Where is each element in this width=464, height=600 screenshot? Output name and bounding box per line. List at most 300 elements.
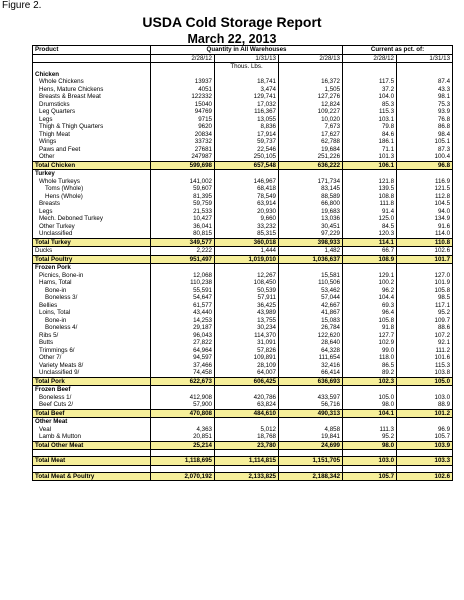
cell-value: 96.2: [343, 287, 397, 295]
cell-value: 102.3: [343, 377, 397, 386]
cell-value: 96.8: [397, 161, 453, 170]
cell-value: 1,151,705: [279, 457, 343, 466]
cell-value: 91.8: [343, 324, 397, 332]
cell-value: 29,187: [151, 324, 215, 332]
cell-value: 127,276: [279, 93, 343, 101]
total-row: [33, 441, 453, 450]
cell-value: 50,539: [215, 287, 279, 295]
cell-value: [343, 264, 397, 272]
cell-value: 118.0: [343, 354, 397, 362]
cell-value: 101.6: [397, 354, 453, 362]
table-row: [33, 279, 453, 287]
cell-value: 26,784: [279, 324, 343, 332]
cell-value: [151, 386, 215, 394]
cell-value: 111.2: [397, 347, 453, 355]
cell-value: [397, 386, 453, 394]
table-row: [33, 200, 453, 208]
cell-value: 1,118,695: [151, 457, 215, 466]
cell-value: 111.3: [343, 426, 397, 434]
table-row: [33, 247, 453, 256]
total-row: [33, 409, 453, 418]
cell-value: 951,497: [151, 255, 215, 264]
row-label: Veal: [33, 426, 151, 434]
cell-value: 636,693: [279, 377, 343, 386]
cell-value: 37,466: [151, 362, 215, 370]
cell-value: [343, 450, 397, 457]
report-title: USDA Cold Storage Report: [142, 14, 322, 30]
cell-value: 7,673: [279, 123, 343, 131]
row-label: Chicken: [33, 71, 151, 79]
cell-value: 99.0: [343, 347, 397, 355]
cell-value: 94769: [151, 108, 215, 116]
cell-value: 4,858: [279, 426, 343, 434]
cell-value: 89.2: [343, 369, 397, 377]
cell-value: 1,114,815: [215, 457, 279, 466]
cell-value: 88.6: [397, 324, 453, 332]
cell-value: 115.3: [397, 362, 453, 370]
cell-value: 43,440: [151, 309, 215, 317]
table-row: [33, 339, 453, 347]
col-header: 2/28/12: [151, 54, 215, 63]
cell-value: 1,019,010: [215, 255, 279, 264]
cell-value: 30,451: [279, 223, 343, 231]
table-row: [33, 426, 453, 434]
cell-value: 110,506: [279, 279, 343, 287]
cell-value: 1,444: [215, 247, 279, 256]
cell-value: 31,091: [215, 339, 279, 347]
cell-value: 109.7: [397, 317, 453, 325]
cell-value: 2,222: [151, 247, 215, 256]
cell-value: 85,315: [215, 230, 279, 238]
cell-value: 114.0: [397, 230, 453, 238]
table-row: [33, 287, 453, 295]
cell-value: 84.5: [343, 223, 397, 231]
row-label: Frozen Beef: [33, 386, 151, 394]
table-row: [33, 101, 453, 109]
cell-value: 75.3: [397, 101, 453, 109]
table-row: [33, 433, 453, 441]
cell-value: 484,610: [215, 409, 279, 418]
table-row: [33, 294, 453, 302]
cell-value: 71.1: [343, 146, 397, 154]
total-row: [33, 255, 453, 264]
cell-value: 61,577: [151, 302, 215, 310]
section-header-row: [33, 386, 453, 394]
row-label: Bellies: [33, 302, 151, 310]
cell-value: 16,372: [279, 78, 343, 86]
cell-value: 25,214: [151, 441, 215, 450]
row-label: Butts: [33, 339, 151, 347]
col-header: 2/28/12: [343, 54, 397, 63]
cell-value: 15,581: [279, 272, 343, 280]
row-label: Legs: [33, 208, 151, 216]
cell-value: 129,741: [215, 93, 279, 101]
cell-value: 349,577: [151, 238, 215, 247]
cell-value: 9,660: [215, 215, 279, 223]
cell-value: 116,367: [215, 108, 279, 116]
report-date: March 22, 2013: [187, 32, 277, 46]
cell-value: 64,328: [279, 347, 343, 355]
cell-value: 91.6: [397, 223, 453, 231]
cell-value: 105.8: [343, 317, 397, 325]
row-label: Total Chicken: [33, 161, 151, 170]
cell-value: [215, 264, 279, 272]
table-row: [33, 401, 453, 409]
cell-value: 15040: [151, 101, 215, 109]
cell-value: 15,083: [279, 317, 343, 325]
cell-value: 57,826: [215, 347, 279, 355]
table-row: [33, 116, 453, 124]
quantity-group-header: Quantity in All Warehouses: [151, 46, 343, 55]
cell-value: 79.8: [343, 123, 397, 131]
row-label: Total Turkey: [33, 238, 151, 247]
cell-value: 100.4: [397, 153, 453, 161]
cell-value: 102.6: [397, 247, 453, 256]
cell-value: 98.0: [343, 441, 397, 450]
cell-value: 66,414: [279, 369, 343, 377]
cell-value: 114.1: [343, 238, 397, 247]
table-row: [33, 394, 453, 402]
product-header: Product: [33, 46, 151, 55]
cell-value: 21,533: [151, 208, 215, 216]
cell-value: 28,109: [215, 362, 279, 370]
cell-value: 250,105: [215, 153, 279, 161]
cell-value: 19,841: [279, 433, 343, 441]
cell-value: 106.1: [343, 161, 397, 170]
cell-value: 10,020: [279, 116, 343, 124]
cell-value: 116.9: [397, 178, 453, 186]
cell-value: 23,780: [215, 441, 279, 450]
row-label: Other 7/: [33, 354, 151, 362]
cell-value: [343, 71, 397, 79]
cell-value: 88.9: [397, 401, 453, 409]
cell-value: 108.9: [343, 255, 397, 264]
cell-value: [215, 465, 279, 472]
cell-value: 146,967: [215, 178, 279, 186]
cell-value: 104.0: [343, 93, 397, 101]
cell-value: 12,824: [279, 101, 343, 109]
cell-value: 55,591: [151, 287, 215, 295]
cell-value: 9620: [151, 123, 215, 131]
cell-value: 1,482: [279, 247, 343, 256]
row-label: Total Other Meat: [33, 441, 151, 450]
cell-value: 14,253: [151, 317, 215, 325]
current-group-header: Current as pct. of:: [343, 46, 453, 55]
cell-value: 9715: [151, 116, 215, 124]
cell-value: 94.0: [397, 208, 453, 216]
cell-value: 1,505: [279, 86, 343, 94]
table-row: [33, 324, 453, 332]
cell-value: 96.9: [397, 426, 453, 434]
cell-value: 433,597: [279, 394, 343, 402]
table-row: [33, 78, 453, 86]
cell-value: 129.1: [343, 272, 397, 280]
table-row: [33, 138, 453, 146]
row-label: Loins, Total: [33, 309, 151, 317]
cell-value: [279, 465, 343, 472]
row-label: Wings: [33, 138, 151, 146]
units-label: Thous. Lbs.: [215, 63, 279, 71]
cell-value: [343, 386, 397, 394]
cell-value: 96,043: [151, 332, 215, 340]
cell-value: [215, 450, 279, 457]
cell-value: 105.8: [397, 287, 453, 295]
cell-value: 36,041: [151, 223, 215, 231]
table-row: [33, 230, 453, 238]
total-row: [33, 161, 453, 170]
table-row: [33, 185, 453, 193]
cell-value: 105.1: [397, 138, 453, 146]
cell-value: 33,232: [215, 223, 279, 231]
row-label: Hens (Whole): [33, 193, 151, 201]
cell-value: 398,933: [279, 238, 343, 247]
row-label: Other Meat: [33, 418, 151, 426]
section-header-row: [33, 71, 453, 79]
cell-value: 121.5: [397, 185, 453, 193]
cell-value: 98.5: [397, 294, 453, 302]
cell-value: 1,036,637: [279, 255, 343, 264]
row-label: Hams, Total: [33, 279, 151, 287]
row-label: [33, 450, 151, 457]
cell-value: 103.0: [343, 457, 397, 466]
cell-value: 251,226: [279, 153, 343, 161]
cell-value: 599,698: [151, 161, 215, 170]
cell-value: 109,227: [279, 108, 343, 116]
spacer-row: [33, 450, 453, 457]
cell-value: 122332: [151, 93, 215, 101]
cell-value: 22,546: [215, 146, 279, 154]
cell-value: 20834: [151, 131, 215, 139]
cell-value: [343, 465, 397, 472]
row-label: Unclassified: [33, 230, 151, 238]
cell-value: 10,427: [151, 215, 215, 223]
cell-value: 121.8: [343, 178, 397, 186]
cell-value: 13,755: [215, 317, 279, 325]
table-row: [33, 108, 453, 116]
cell-value: 103.0: [397, 394, 453, 402]
cell-value: 80,815: [151, 230, 215, 238]
cell-value: [279, 170, 343, 178]
cell-value: 120.3: [343, 230, 397, 238]
section-header-row: [33, 418, 453, 426]
table-row: [33, 354, 453, 362]
cell-value: 110.8: [397, 238, 453, 247]
table-row: [33, 86, 453, 94]
cell-value: 122,620: [279, 332, 343, 340]
cell-value: [279, 418, 343, 426]
cell-value: 28,640: [279, 339, 343, 347]
cell-value: 27,822: [151, 339, 215, 347]
table-row: [33, 215, 453, 223]
cell-value: 20,851: [151, 433, 215, 441]
row-label: Picnics, Bone-in: [33, 272, 151, 280]
cell-value: 91.4: [343, 208, 397, 216]
cell-value: 247987: [151, 153, 215, 161]
cell-value: [151, 450, 215, 457]
row-label: Legs: [33, 116, 151, 124]
cell-value: 5,012: [215, 426, 279, 434]
cell-value: [151, 418, 215, 426]
table-row: [33, 362, 453, 370]
cell-value: [397, 450, 453, 457]
table-row: [33, 272, 453, 280]
cell-value: 54,647: [151, 294, 215, 302]
cell-value: 30,234: [215, 324, 279, 332]
cell-value: 56,716: [279, 401, 343, 409]
row-label: Lamb & Mutton: [33, 433, 151, 441]
cell-value: 53,462: [279, 287, 343, 295]
table-row: [33, 123, 453, 131]
cell-value: [279, 450, 343, 457]
cell-value: 59,607: [151, 185, 215, 193]
cell-value: 63,824: [215, 401, 279, 409]
cell-value: 104.4: [343, 294, 397, 302]
cell-value: 57,900: [151, 401, 215, 409]
cell-value: 66.7: [343, 247, 397, 256]
table-row: [33, 369, 453, 377]
row-label: Boneless 3/: [33, 294, 151, 302]
cell-value: 18,741: [215, 78, 279, 86]
table-row: [33, 317, 453, 325]
cell-value: 84.6: [343, 131, 397, 139]
row-label: Paws and Feet: [33, 146, 151, 154]
cell-value: [215, 418, 279, 426]
cell-value: 108,450: [215, 279, 279, 287]
cell-value: 101.9: [397, 279, 453, 287]
cell-value: 87.3: [397, 146, 453, 154]
cell-value: 104.5: [397, 200, 453, 208]
cell-value: 105.7: [343, 472, 397, 481]
col-header: 2/28/13: [279, 54, 343, 63]
row-label: Breasts: [33, 200, 151, 208]
row-label: Ducks: [33, 247, 151, 256]
table-row: [33, 302, 453, 310]
cell-value: 360,018: [215, 238, 279, 247]
cell-value: 57,911: [215, 294, 279, 302]
cell-value: 171,734: [279, 178, 343, 186]
cell-value: 101.7: [397, 255, 453, 264]
cell-value: 420,786: [215, 394, 279, 402]
cell-value: 96.4: [343, 309, 397, 317]
row-label: Whole Turkeys: [33, 178, 151, 186]
cell-value: 109,891: [215, 354, 279, 362]
cell-value: [343, 170, 397, 178]
cell-value: 98.4: [397, 131, 453, 139]
cell-value: 8,836: [215, 123, 279, 131]
table-row: [33, 347, 453, 355]
cell-value: 13,055: [215, 116, 279, 124]
cell-value: 37.2: [343, 86, 397, 94]
cell-value: 18,768: [215, 433, 279, 441]
cell-value: 62,788: [279, 138, 343, 146]
table-row: [33, 153, 453, 161]
row-label: Beef Cuts 2/: [33, 401, 151, 409]
cell-value: 12,068: [151, 272, 215, 280]
row-label: Trimmings 6/: [33, 347, 151, 355]
cell-value: 2,188,342: [279, 472, 343, 481]
cell-value: 20,930: [215, 208, 279, 216]
cell-value: [279, 264, 343, 272]
cell-value: 107.2: [397, 332, 453, 340]
row-label: Total Poultry: [33, 255, 151, 264]
row-label: Whole Chickens: [33, 78, 151, 86]
cell-value: 17,914: [215, 131, 279, 139]
cell-value: 102.6: [397, 472, 453, 481]
cell-value: 412,908: [151, 394, 215, 402]
cell-value: 103.3: [397, 457, 453, 466]
row-label: Boneless 4/: [33, 324, 151, 332]
cell-value: 95.2: [397, 309, 453, 317]
total-row: [33, 457, 453, 466]
cell-value: 87.4: [397, 78, 453, 86]
cell-value: 12,267: [215, 272, 279, 280]
cell-value: 86.8: [397, 123, 453, 131]
cell-value: 103.8: [397, 369, 453, 377]
cell-value: 110,238: [151, 279, 215, 287]
row-label: Hens, Mature Chickens: [33, 86, 151, 94]
cell-value: [215, 386, 279, 394]
cell-value: 83,145: [279, 185, 343, 193]
cell-value: 86.5: [343, 362, 397, 370]
row-label: Thigh & Thigh Quarters: [33, 123, 151, 131]
row-label: Total Meat: [33, 457, 151, 466]
row-label: Total Pork: [33, 377, 151, 386]
cell-value: [151, 170, 215, 178]
cell-value: 3,474: [215, 86, 279, 94]
cell-value: 141,002: [151, 178, 215, 186]
cell-value: 43.3: [397, 86, 453, 94]
row-label: Leg Quarters: [33, 108, 151, 116]
cell-value: 64,007: [215, 369, 279, 377]
col-header: 1/31/13: [215, 54, 279, 63]
cell-value: 36,425: [215, 302, 279, 310]
cell-value: [151, 465, 215, 472]
cell-value: 17,032: [215, 101, 279, 109]
cell-value: 470,808: [151, 409, 215, 418]
section-header-row: [33, 170, 453, 178]
row-label: Total Meat & Poultry: [33, 472, 151, 481]
cell-value: 24,699: [279, 441, 343, 450]
cell-value: 127.7: [343, 332, 397, 340]
row-label: Bone-in: [33, 317, 151, 325]
cell-value: 102.9: [343, 339, 397, 347]
figure-label: Figure 2.: [2, 0, 42, 11]
cell-value: 63,914: [215, 200, 279, 208]
cell-value: 103.9: [397, 441, 453, 450]
cell-value: 33732: [151, 138, 215, 146]
cell-value: 2,133,825: [215, 472, 279, 481]
cell-value: 112.8: [397, 193, 453, 201]
table-row: [33, 146, 453, 154]
cell-value: 111,654: [279, 354, 343, 362]
row-label: Mech. Deboned Turkey: [33, 215, 151, 223]
cell-value: 19,684: [279, 146, 343, 154]
cell-value: 66,800: [279, 200, 343, 208]
cell-value: [151, 264, 215, 272]
row-label: Drumsticks: [33, 101, 151, 109]
cell-value: 27681: [151, 146, 215, 154]
row-label: Frozen Pork: [33, 264, 151, 272]
cell-value: 94,597: [151, 354, 215, 362]
cell-value: 125.0: [343, 215, 397, 223]
cell-value: 98.1: [397, 93, 453, 101]
cell-value: 104.1: [343, 409, 397, 418]
cell-value: [279, 71, 343, 79]
row-label: [33, 465, 151, 472]
cell-value: [397, 418, 453, 426]
cell-value: 606,425: [215, 377, 279, 386]
row-label: Total Beef: [33, 409, 151, 418]
